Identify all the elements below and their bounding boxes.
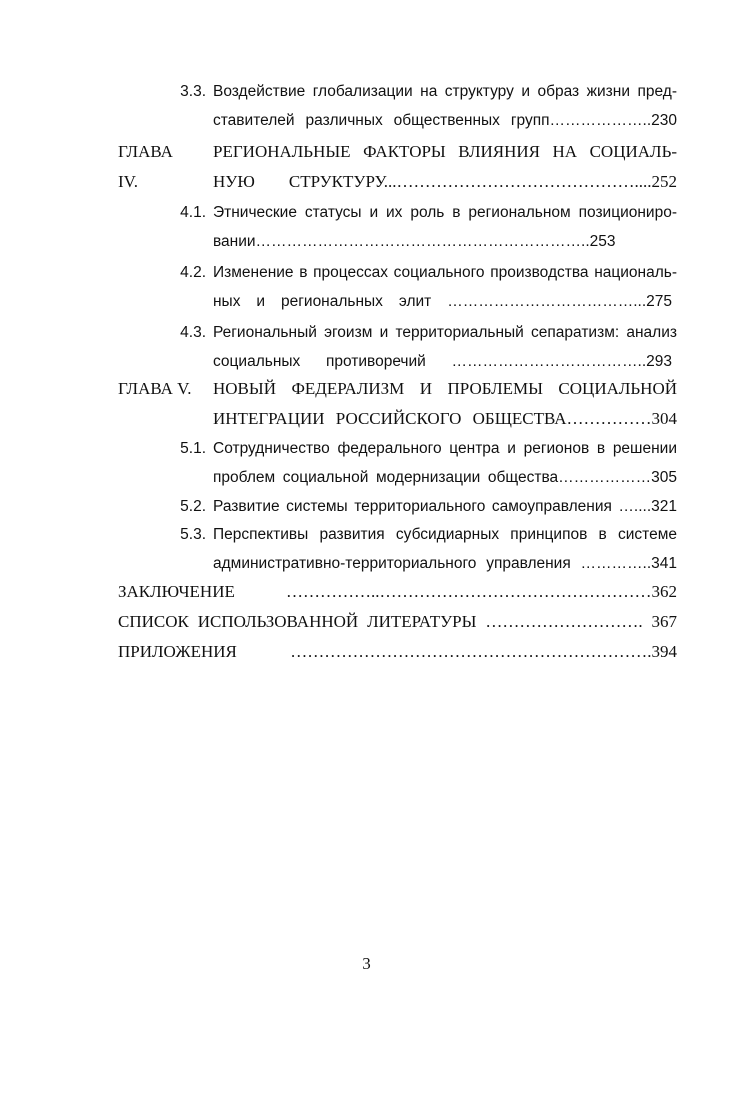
section-5-3-title-line2: административно-территориального управления …………..341 xyxy=(213,555,677,572)
section-number-4-3: 4.3. xyxy=(180,324,206,341)
chapter-5-title-line2: ИНТЕГРАЦИИ РОССИЙСКОГО ОБЩЕСТВА……………304 xyxy=(213,409,677,428)
section-4-1-title-line2: вании………………………………………………………..253 xyxy=(213,233,616,250)
section-number-5-2: 5.2. xyxy=(180,498,206,515)
chapter-4-title-line2: НУЮ СТРУКТУРУ...……………………………………....252 xyxy=(213,172,677,191)
chapter-4-label: ГЛАВА xyxy=(118,142,173,161)
section-number-4-1: 4.1. xyxy=(180,204,206,221)
chapter-5-title-line1: НОВЫЙ ФЕДЕРАЛИЗМ И ПРОБЛЕМЫ СОЦИАЛЬНОЙ xyxy=(213,379,677,398)
section-number-3-3: 3.3. xyxy=(180,83,206,100)
section-number-5-1: 5.1. xyxy=(180,440,206,457)
section-4-1-title-line1: Этнические статусы и их роль в региональном позициониро- xyxy=(213,204,677,221)
toc-conclusion: ЗАКЛЮЧЕНИЕ ……………..…………………………………………362 xyxy=(118,582,677,601)
section-3-3-title-line2: ставителей различных общественных групп………………..230 xyxy=(213,112,677,129)
section-5-3-title-line1: Перспективы развития субсидиарных принципов в системе xyxy=(213,526,677,543)
chapter-4-title-line1: РЕГИОНАЛЬНЫЕ ФАКТОРЫ ВЛИЯНИЯ НА СОЦИАЛЬ- xyxy=(213,142,677,161)
section-5-1-title-line2: проблем социальной модернизации общества………………305 xyxy=(213,469,677,486)
section-4-2-title-line1: Изменение в процессах социального производства националь- xyxy=(213,264,677,281)
section-4-3-title-line1: Региональный эгоизм и территориальный сепаратизм: анализ xyxy=(213,324,677,341)
section-3-3-title-line1: Воздействие глобализации на структуру и образ жизни пред- xyxy=(213,83,677,100)
toc-appendices: ПРИЛОЖЕНИЯ ……………………………………………………….394 xyxy=(118,642,677,661)
section-5-1-title-line1: Сотрудничество федерального центра и регионов в решении xyxy=(213,440,677,457)
chapter-4-label-numeral: IV. xyxy=(118,172,138,191)
toc-bibliography: СПИСОК ИСПОЛЬЗОВАННОЙ ЛИТЕРАТУРЫ ………………………. 367 xyxy=(118,612,677,631)
page-number: 3 xyxy=(362,954,371,973)
section-number-4-2: 4.2. xyxy=(180,264,206,281)
section-5-2-title-line1: Развитие системы территориального самоуправления …....321 xyxy=(213,498,677,515)
chapter-5-label: ГЛАВА V. xyxy=(118,379,192,398)
section-4-3-title-line2: социальных противоречий ………………………………..293 xyxy=(213,353,672,370)
section-4-2-title-line2: ных и региональных элит ………………………………...275 xyxy=(213,293,672,310)
section-number-5-3: 5.3. xyxy=(180,526,206,543)
